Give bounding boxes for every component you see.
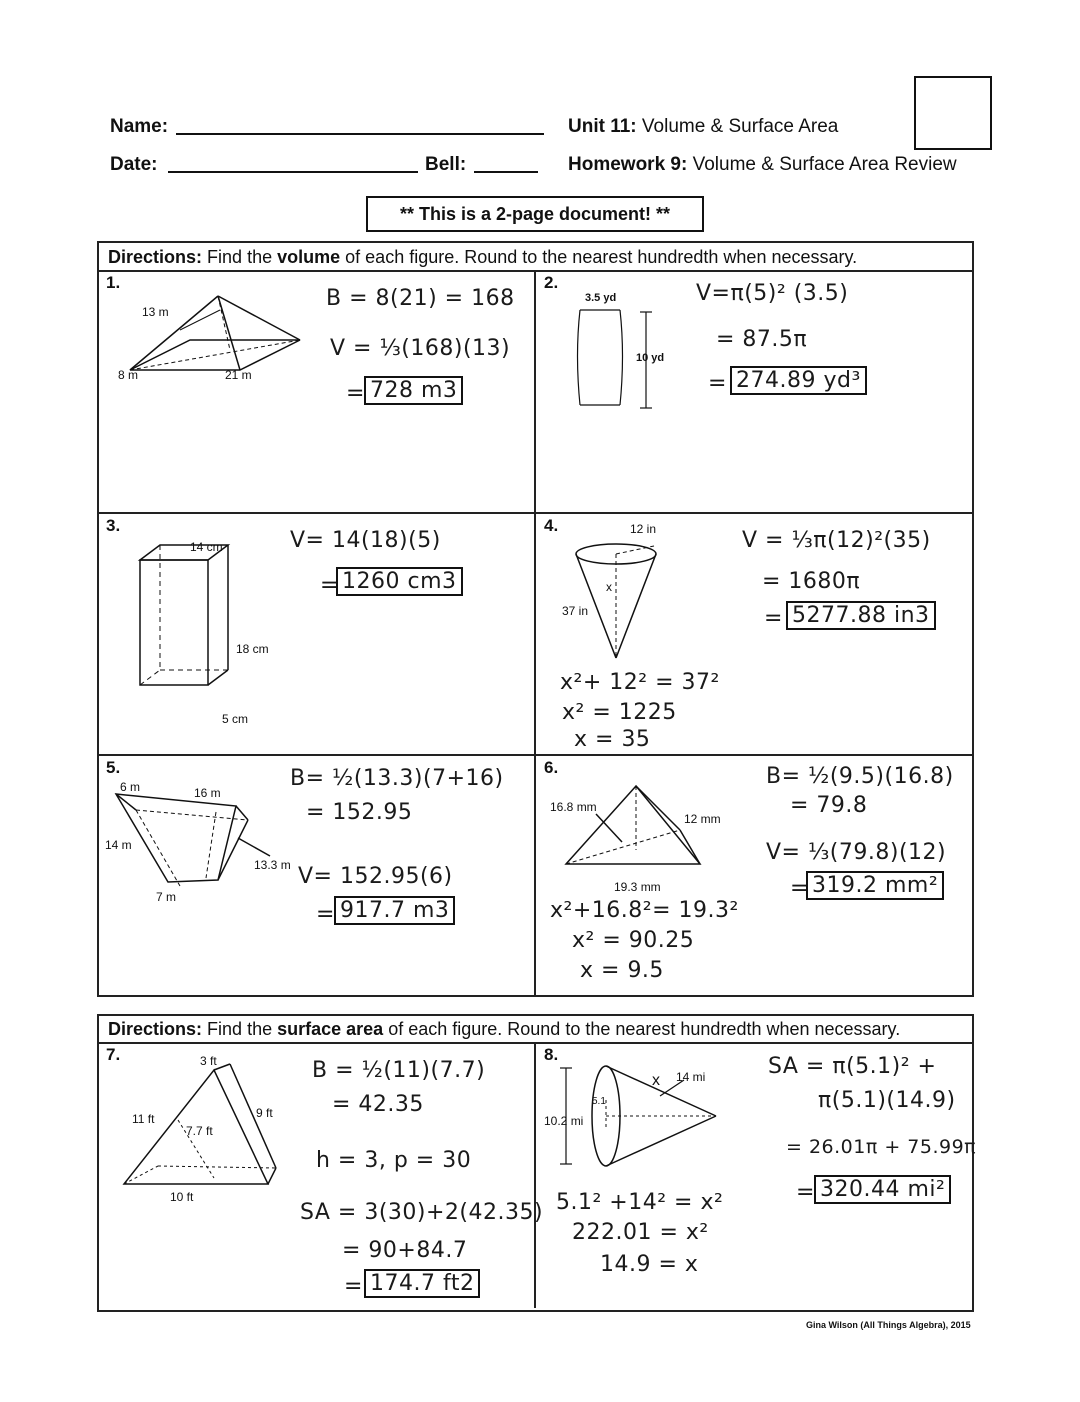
p4-work-5: x² = 1225 (562, 700, 677, 725)
label-10yd: 10 yd (636, 352, 665, 364)
p4-work-4: x²+ 12² = 37² (560, 670, 720, 695)
triangular-pyramid-figure (560, 780, 720, 880)
p5-work-1: B= ½(13.3)(7+16) (290, 766, 504, 791)
p4-answer: 5277.88 in3 (786, 601, 936, 630)
problem-8-number: 8. (544, 1045, 559, 1064)
label-21m: 21 m (225, 368, 252, 382)
label-13.3m: 13.3 m (254, 858, 291, 872)
problem-6-number: 6. (544, 758, 559, 777)
p1-work-2: V = ⅓(168)(13) (330, 336, 511, 361)
p3-work-2: = (320, 573, 339, 598)
name-field[interactable] (176, 133, 544, 135)
label-13m: 13 m (142, 305, 169, 319)
p5-work-2: = 152.95 (306, 800, 413, 825)
p8-answer: 320.44 mi² (814, 1175, 951, 1204)
label-x8: x (652, 1072, 660, 1089)
p6-work-4: = (790, 876, 809, 901)
p7-work-4: SA = 3(30)+2(42.35) (300, 1200, 544, 1225)
p7-answer: 174.7 ft2 (364, 1269, 480, 1298)
label-14mi: 14 mi (676, 1070, 706, 1084)
label-9ft: 9 ft (256, 1106, 273, 1120)
p8-work-2: π(5.1)(14.9) (818, 1088, 956, 1113)
p3-answer: 1260 cm3 (336, 567, 463, 596)
p8-work-4: = (796, 1180, 815, 1205)
label-5cm: 5 cm (222, 712, 249, 726)
prism-figure (130, 540, 240, 720)
p2-answer: 274.89 yd³ (730, 366, 867, 395)
bell-label: Bell: (425, 154, 467, 175)
p4-work-1: V = ⅓π(12)²(35) (742, 528, 931, 553)
label-5.1: 5.1 (592, 1096, 606, 1107)
pyramid-figure (110, 290, 310, 390)
p7-work-3: h = 3, p = 30 (316, 1148, 472, 1173)
problem-1-number: 1. (106, 273, 121, 292)
label-x4: x (606, 580, 612, 594)
label-18cm: 18 cm (236, 642, 269, 656)
label-16.8mm: 16.8 mm (550, 800, 597, 814)
p8-work-5: 5.1² +14² = x² (556, 1190, 724, 1215)
label-6m: 6 m (120, 780, 141, 794)
p4-work-6: x = 35 (574, 727, 651, 752)
label-16m: 16 m (194, 786, 221, 800)
p2-work-1: V=π(5)² (3.5) (696, 281, 849, 306)
label-14cm: 14 cm (190, 540, 223, 554)
label-7m: 7 m (156, 890, 177, 904)
p3-work-1: V= 14(18)(5) (290, 528, 441, 553)
label-10.2mi: 10.2 mi (544, 1114, 584, 1128)
cone-figure (570, 540, 670, 665)
p5-work-4: = (316, 902, 335, 927)
label-7.7ft: 7.7 ft (186, 1124, 213, 1138)
label-12mm: 12 mm (684, 812, 721, 826)
problem-3-number: 3. (106, 516, 121, 535)
label-8m: 8 m (118, 368, 139, 382)
p8-work-7: 14.9 = x (600, 1252, 699, 1277)
p7-work-1: B = ½(11)(7.7) (312, 1058, 486, 1083)
p7-work-6: = (344, 1274, 363, 1299)
label-10ft: 10 ft (170, 1190, 194, 1204)
volume-directions: Directions: Find the volume of each figure. Round to the nearest hundredth when necessary. (108, 247, 858, 267)
p6-work-3: V= ⅓(79.8)(12) (766, 840, 947, 865)
problem-4-number: 4. (544, 516, 559, 535)
label-19.3mm: 19.3 mm (614, 880, 661, 894)
p8-work-1: SA = π(5.1)² + (768, 1054, 937, 1079)
p2-work-2: = 87.5π (716, 327, 808, 352)
date-label: Date: (110, 154, 158, 175)
date-field[interactable] (168, 171, 418, 173)
name-label: Name: (110, 116, 169, 137)
p1-work-1: B = 8(21) = 168 (326, 286, 515, 311)
p8-work-6: 222.01 = x² (572, 1220, 709, 1245)
trapezoid-prism-figure (110, 790, 270, 900)
label-3ft: 3 ft (200, 1054, 217, 1068)
p4-work-3: = (764, 606, 783, 631)
p7-work-2: = 42.35 (332, 1092, 424, 1117)
p4-work-2: = 1680π (762, 569, 861, 594)
problem-5-number: 5. (106, 758, 121, 777)
p5-work-3: V= 152.95(6) (298, 864, 453, 889)
problem-2-number: 2. (544, 273, 559, 292)
homework-title: Homework 9: Volume & Surface Area Review (568, 154, 957, 175)
p2-work-3: = (708, 371, 727, 396)
label-14m: 14 m (105, 838, 132, 852)
footer-credit: Gina Wilson (All Things Algebra), 2015 (806, 1320, 971, 1330)
label-11ft: 11 ft (132, 1112, 155, 1126)
p6-work-1: B= ½(9.5)(16.8) (766, 764, 954, 789)
problem-7-number: 7. (106, 1045, 121, 1064)
label-3.5yd: 3.5 yd (585, 292, 617, 304)
p6-work-5: x²+16.8²= 19.3² (550, 898, 739, 923)
unit-title: Unit 11: Volume & Surface Area (568, 116, 839, 137)
p1-answer: 728 m3 (364, 376, 463, 405)
surface-directions: Directions: Find the surface area of each figure. Round to the nearest hundredth when necessary. (108, 1019, 901, 1039)
p6-work-2: = 79.8 (790, 793, 868, 818)
p7-work-5: = 90+84.7 (342, 1238, 468, 1263)
p6-answer: 319.2 mm² (806, 871, 944, 900)
bell-field[interactable] (474, 171, 538, 173)
p6-work-6: x² = 90.25 (572, 928, 695, 953)
p1-work-3: = (346, 381, 365, 406)
p5-answer: 917.7 m3 (334, 896, 455, 925)
label-12in: 12 in (630, 522, 657, 536)
label-37in: 37 in (562, 604, 589, 618)
two-page-notice: ** This is a 2-page document! ** (366, 196, 704, 232)
score-box[interactable] (914, 76, 992, 150)
p8-work-3: = 26.01π + 75.99π (786, 1136, 977, 1158)
p6-work-7: x = 9.5 (580, 958, 664, 983)
